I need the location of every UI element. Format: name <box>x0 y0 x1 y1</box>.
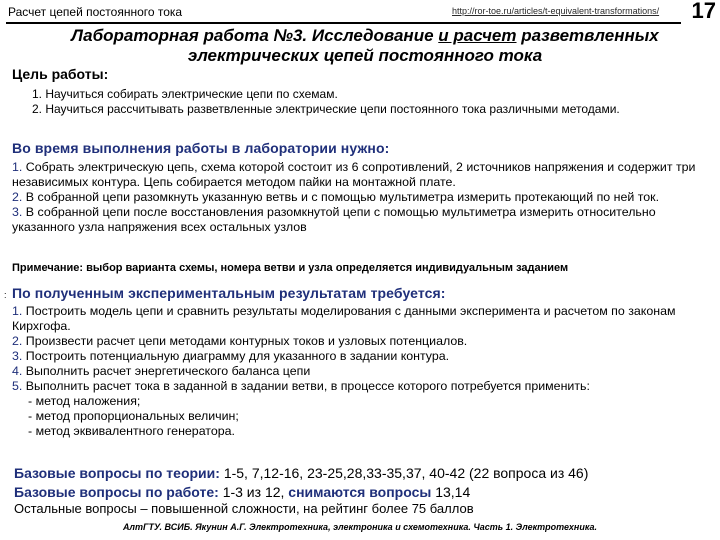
results-list <box>12 304 702 439</box>
theory-label: Базовые вопросы по теории: <box>14 465 220 481</box>
item-number: 2. <box>12 190 23 204</box>
note: Примечание: выбор варианта схемы, номера ветви и узла определяется индивидуальным заданием <box>12 262 569 274</box>
item-text: Построить потенциальную диаграмму для указанного в задании контура. <box>25 349 450 363</box>
method-item: - метод пропорциональных величин; <box>28 409 239 423</box>
work-questions <box>14 484 470 500</box>
item-number: 2. <box>12 334 23 348</box>
list-item <box>12 304 702 334</box>
other-questions: Остальные вопросы – повышенной сложности, на рейтинг более 75 баллов <box>14 501 474 516</box>
item-number: 1. <box>12 304 23 318</box>
method-item: - метод наложения; <box>28 394 141 408</box>
goal-item: 2. Научиться рассчитывать разветвленные электрические цепи постоянного тока различными методами. <box>32 102 620 116</box>
work-value: 1-3 из 12, <box>222 484 285 500</box>
item-text: Выполнить расчет тока в заданной в задании ветви, в процессе которого потребуется применить: <box>25 379 590 393</box>
theory-questions <box>14 465 588 481</box>
list-item <box>12 205 702 235</box>
list-item <box>12 190 702 205</box>
item-number: 3. <box>12 205 23 219</box>
item-text: Произвести расчет цепи методами контурных токов и узловых потенциалов. <box>25 334 468 348</box>
title-part2: разветвленных <box>516 26 659 45</box>
section-title: Расчет цепей постоянного тока <box>8 5 183 19</box>
method-item: - метод эквивалентного генератора. <box>28 424 235 438</box>
title-line2: электрических цепей постоянного тока <box>187 46 543 65</box>
slide-header <box>0 0 720 24</box>
goal-label: Цель работы: <box>12 66 109 82</box>
list-item <box>12 160 702 190</box>
item-text: Собрать электрическую цепь, схема которой состоит из 6 сопротивлений, 2 источников напряжения и содержит три независимых контура. Цепь собирается методом пайки на монтажной плате. <box>12 160 696 189</box>
page-number: 17 <box>691 0 716 23</box>
footer: АлтГТУ. ВСИБ. Якунин А.Г. Электротехника, электроника и схемотехника. Часть 1. Электротехника. <box>122 522 598 532</box>
item-text: Построить модель цепи и сравнить результаты моделирования с данными эксперимента и расчетом по законам Кирхгофа. <box>12 304 676 333</box>
list-item <box>12 349 702 364</box>
item-text: В собранной цепи после восстановления разомкнутой цепи с помощью мультиметра измерить относительно указанного узла напряжения всех остальных узлов <box>12 205 656 234</box>
item-text: Выполнить расчет энергетического баланса цепи <box>25 364 311 378</box>
bullet-marker: : <box>4 290 7 300</box>
item-number: 3. <box>12 349 23 363</box>
item-text: В собранной цепи разомкнуть указанную ветвь и с помощью мультиметра измерить протекающий по ней ток. <box>25 190 660 204</box>
header-divider <box>6 22 681 24</box>
title-part1: Лабораторная работа №3. Исследование <box>71 26 439 45</box>
item-number: 1. <box>12 160 23 174</box>
work-removed-label: снимаются вопросы <box>288 484 432 500</box>
theory-value: 1-5, 7,12-16, 23-25,28,33-35,37, 40-42 (22 вопроса из 46) <box>223 465 589 481</box>
list-item <box>12 364 702 379</box>
list-item <box>12 379 702 394</box>
item-number: 5. <box>12 379 23 393</box>
work-label: Базовые вопросы по работе: <box>14 484 219 500</box>
goal-item: 1. Научиться собирать электрические цепи по схемам. <box>32 87 338 101</box>
work-removed-value: 13,14 <box>435 484 471 500</box>
lab-list <box>12 160 702 235</box>
source-link[interactable]: http://ror-toe.ru/articles/t-equivalent-transformations/ <box>452 6 660 16</box>
list-item <box>12 334 702 349</box>
results-section-heading: По полученным экспериментальным результатам требуется: <box>12 285 446 301</box>
item-number: 4. <box>12 364 23 378</box>
page-title <box>20 26 710 66</box>
title-underlined: и расчет <box>438 26 517 45</box>
goal-list <box>32 87 692 117</box>
lab-section-heading: Во время выполнения работы в лаборатории нужно: <box>12 140 390 156</box>
